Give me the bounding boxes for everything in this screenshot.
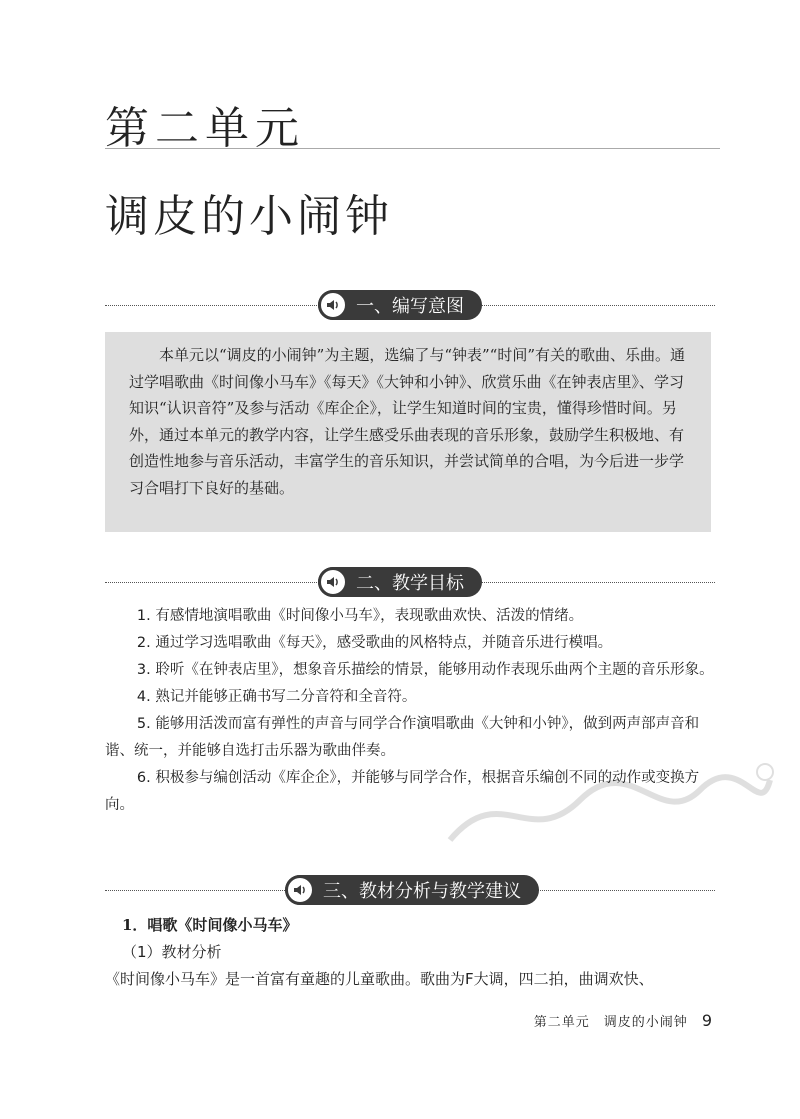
section-label-analysis xyxy=(285,875,539,905)
goal-item: 2. 通过学习选唱歌曲《每天》，感受歌曲的风格特点，并随音乐进行模唱。 xyxy=(136,635,613,651)
goals-list xyxy=(105,603,715,819)
unit-subtitle: 调皮的小闹钟 xyxy=(105,191,393,242)
page-footer xyxy=(534,1011,712,1030)
intent-box xyxy=(105,332,711,532)
goal-item: 4. 熟记并能够正确书写二分音符和全音符。 xyxy=(136,689,417,705)
section-label-text: 二、教学目标 xyxy=(356,573,464,594)
speaker-icon xyxy=(318,290,348,320)
title-divider xyxy=(105,148,720,149)
section-label-text: 一、编写意图 xyxy=(356,296,464,317)
goal-item: 6. 积极参与编创活动《库企企》，并能够与同学合作，根据音乐编创不同的动作或变换方向。 xyxy=(105,770,700,813)
speaker-icon xyxy=(285,875,315,905)
section-label-intent xyxy=(318,290,482,320)
goal-item: 3. 聆听《在钟表店里》，想象音乐描绘的情景，能够用动作表现乐曲两个主题的音乐形象。 xyxy=(136,662,714,678)
section-label-text: 三、教材分析与教学建议 xyxy=(323,881,521,902)
footer-text: 第二单元 调皮的小闹钟 xyxy=(533,1015,688,1030)
unit-title: 第二单元 xyxy=(105,103,305,154)
page-number: 9 xyxy=(701,1011,712,1030)
analysis-subheading: （1）教材分析 xyxy=(122,943,222,961)
section-label-goals xyxy=(318,567,482,597)
goal-item: 5. 能够用活泼而富有弹性的声音与同学合作演唱歌曲《大钟和小钟》，做到两声部声音和谐、统一，并能够自选打击乐器为歌曲伴奏。 xyxy=(105,716,700,759)
analysis-heading: 1．唱歌《时间像小马车》 xyxy=(122,916,298,934)
intent-paragraph: 本单元以“调皮的小闹钟”为主题，选编了与“钟表”“时间”有关的歌曲、乐曲。通过学唱歌曲《时间像小马车》《每天》《大钟和小钟》、欣赏乐曲《在钟表店里》、学习知识“认识音符”及参与活动《库企企》，让学生知道时间的宝贵，懂得珍惜时间。另外，通过本单元的教学内容，让学生感受乐曲表现的音乐形象，鼓励学生积极地、有创造性地参与音乐活动，丰富学生的音乐知识，并尝试简单的合唱，为今后进一步学习合唱打下良好的基础。 xyxy=(129,346,686,497)
analysis-text: 《时间像小马车》是一首富有童趣的儿童歌曲。歌曲为F大调，四二拍，曲调欢快、 xyxy=(105,970,654,988)
speaker-icon xyxy=(318,567,348,597)
goal-item: 1. 有感情地演唱歌曲《时间像小马车》，表现歌曲欢快、活泼的情绪。 xyxy=(136,608,584,624)
